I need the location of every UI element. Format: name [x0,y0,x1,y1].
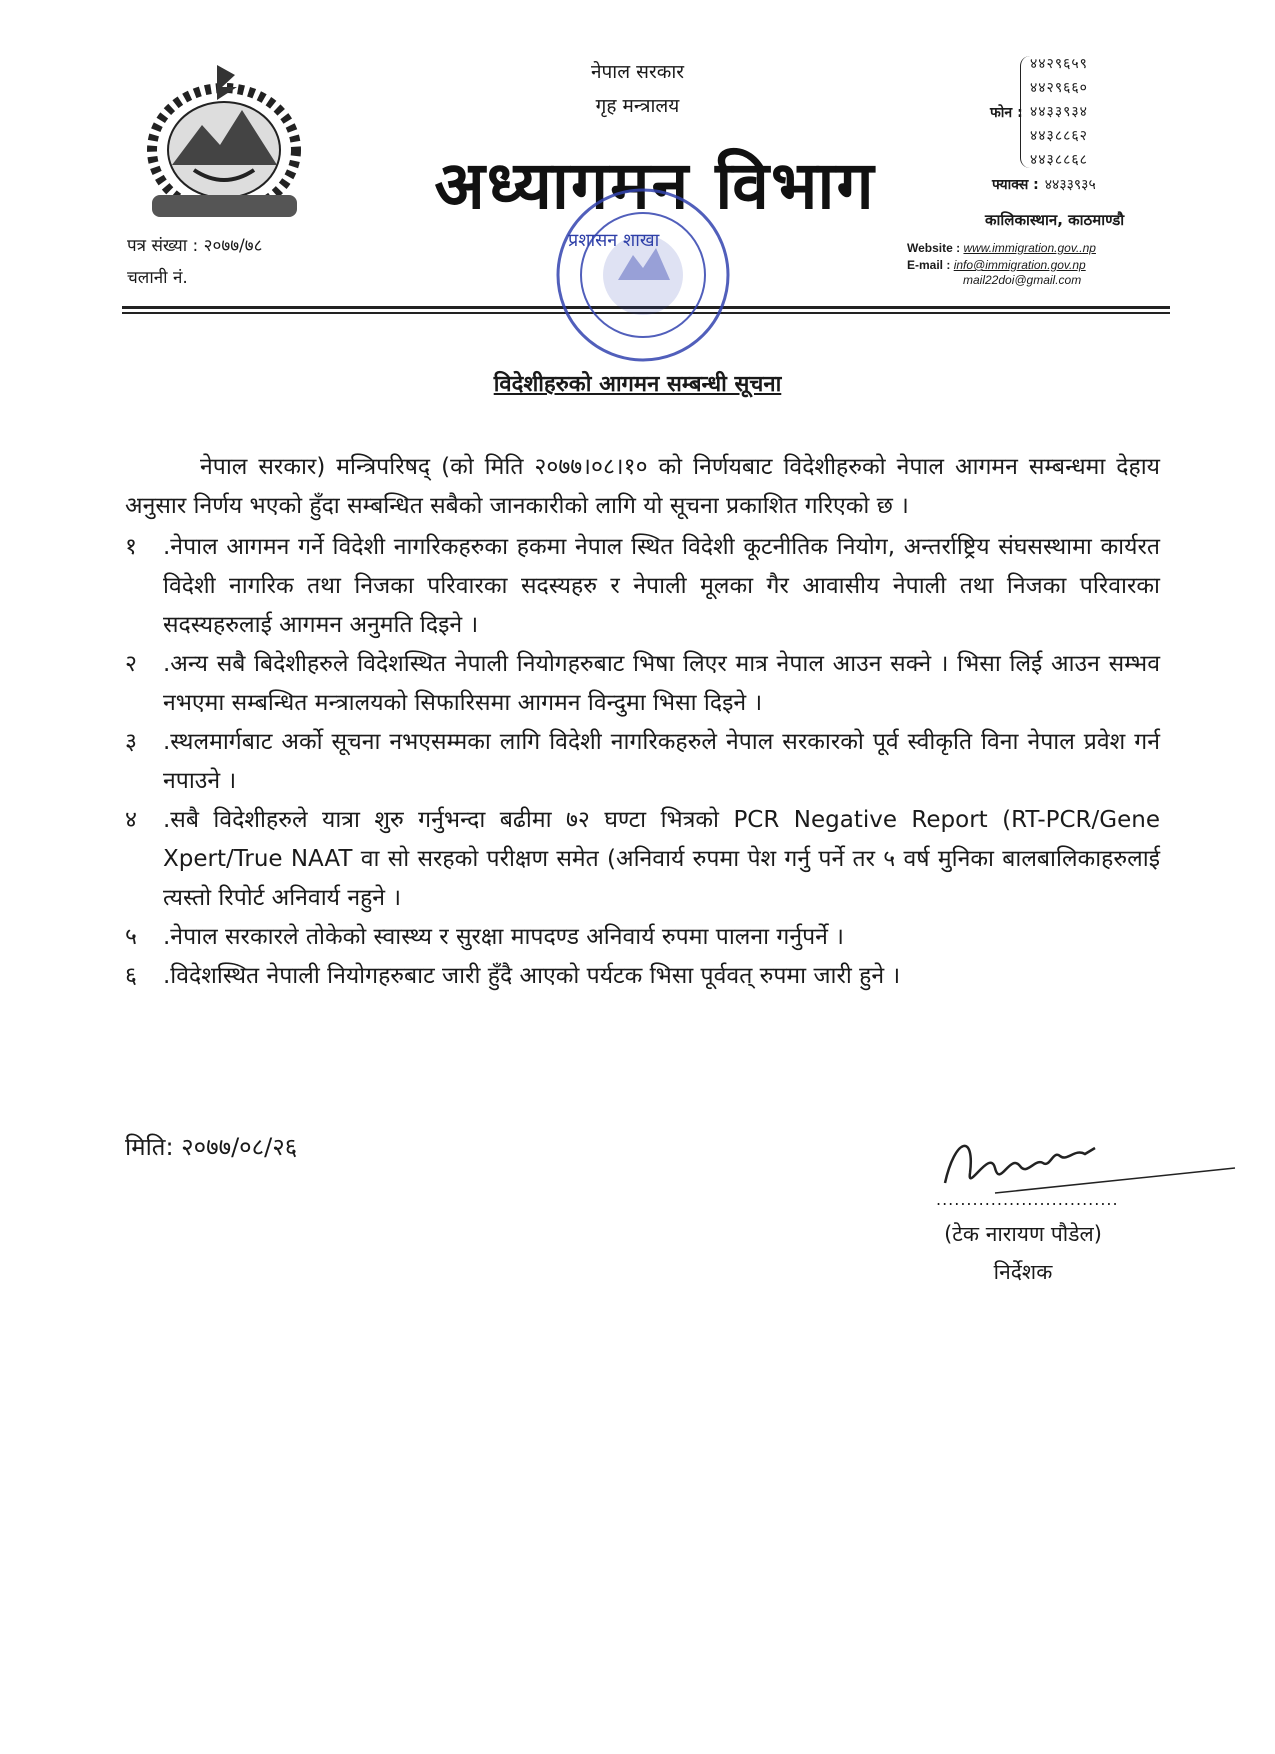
notice-intro: नेपाल सरकार) मन्त्रिपरिषद् (को मिति २०७७।०८।१० को निर्णयबाट विदेशीहरुको नेपाल आगमन सम्बन्धमा देहाय अनुसार निर्णय भएको हुँदा सम्बन्धित सबैको जानकारीको लागि यो सूचना प्रकाशित गरिएको छ । [125,454,1160,519]
phone-number: ४४३८८६२ [1030,128,1088,144]
notice-body [125,448,1160,996]
item-text: .नेपाल सरकारले तोकेको स्वास्थ्य र सुरक्षा मापदण्ड अनिवार्य रुपमा पालना गर्नुपर्ने । [163,924,844,950]
government-name: नेपाल सरकार [590,61,685,83]
nepal-emblem-icon [132,55,317,225]
stamp-section-text: प्रशासन शाखा [568,230,660,251]
phone-number: ४४२९६६० [1030,80,1088,96]
item-text: .स्थलमार्गबाट अर्को सूचना नभएसम्मका लागि विदेशी नागरिकहरुले नेपाल सरकारको पूर्व स्वीकृति विना नेपाल प्रवेश गर्न नपाउने । [163,729,1160,794]
list-item [125,723,1160,801]
website-label: Website : [907,241,961,255]
phone-label: फोन : [990,105,1023,121]
phone-number: ४४२९६५९ [1030,56,1088,72]
header-government [520,55,755,123]
ministry-name: गृह मन्त्रालय [595,95,680,117]
web-contact [907,240,1096,274]
signatory-block [903,1215,1143,1291]
email-link[interactable]: info@immigration.gov.np [953,258,1086,272]
address: कालिकास्थान, काठमाण्डौ [985,211,1125,229]
dispatch-number: चलानी नं. [127,268,188,288]
list-item [125,957,1160,996]
notice-date: मिति: २०७७/०८/२६ [125,1133,298,1161]
fax-line [992,175,1096,194]
list-item [125,801,1160,918]
signatory-name: (टेक नारायण पौडेल) [944,1222,1102,1246]
secondary-email[interactable]: mail22doi@gmail.com [963,273,1082,287]
department-name: अध्यागमन विभाग [434,146,876,224]
phone-list [1030,52,1088,172]
list-item [125,645,1160,723]
office-stamp-icon [548,180,738,370]
fax-number: ४४३३९३५ [1044,177,1096,193]
item-number: ३ [125,729,137,755]
email-label: E-mail : [907,258,951,272]
item-text: .नेपाल आगमन गर्ने विदेशी नागरिकहरुका हकमा नेपाल स्थित विदेशी कूटनीतिक नियोग, अन्तर्राष्ट्रिय संघसस्थामा कार्यरत विदेशी नागरिक तथा निजका परिवारका सदस्यहरु र नेपाली मूलका गैर आवासीय नेपाली तथा निजका परिवारका सदस्यहरुलाई आगमन अनुमति दिइने । [163,534,1160,638]
item-number: ४ [125,807,137,833]
phone-number: ४४३८८६८ [1030,152,1088,168]
fax-label: फ्याक्स : [992,177,1039,193]
item-text: .विदेशस्थित नेपाली नियोगहरुबाट जारी हुँदै आएको पर्यटक भिसा पूर्ववत् रुपमा जारी हुने । [163,963,901,989]
item-number: ५ [125,924,137,950]
signature-line: .............................. [936,1190,1119,1209]
notice-title: विदेशीहरुको आगमन सम्बन्धी सूचना [493,372,782,397]
list-item [125,918,1160,957]
letter-number: पत्र संख्या : २०७७/७८ [127,236,263,256]
website-link[interactable]: www.immigration.gov..np [963,241,1096,255]
item-number: १ [125,534,137,560]
item-number: २ [125,651,137,677]
signatory-title: निर्देशक [993,1260,1053,1284]
item-number: ६ [125,963,137,989]
phone-number: ४४३३९३४ [1030,104,1088,120]
reference-block [127,230,262,294]
item-text: .अन्य सबै बिदेशीहरुले विदेशस्थित नेपाली नियोगहरुबाट भिषा लिएर मात्र नेपाल आउन सक्ने । भिसा लिई आउन सम्भव नभएमा सम्बन्धित मन्त्रालयको सिफारिसमा आगमन विन्दुमा भिसा दिइने । [163,651,1160,716]
list-item [125,528,1160,645]
item-text: .सबै विदेशीहरुले यात्रा शुरु गर्नुभन्दा बढीमा ७२ घण्टा भित्रको PCR Negative Report (RT-PCR/Gene Xpert/True NAAT वा सो सरहको परीक्षण समेत (अनिवार्य रुपमा पेश गर्नु पर्ने तर ५ वर्ष मुनिका बालबालिकाहरुलाई त्यस्तो रिपोर्ट अनिवार्य नहुने । [163,807,1160,911]
